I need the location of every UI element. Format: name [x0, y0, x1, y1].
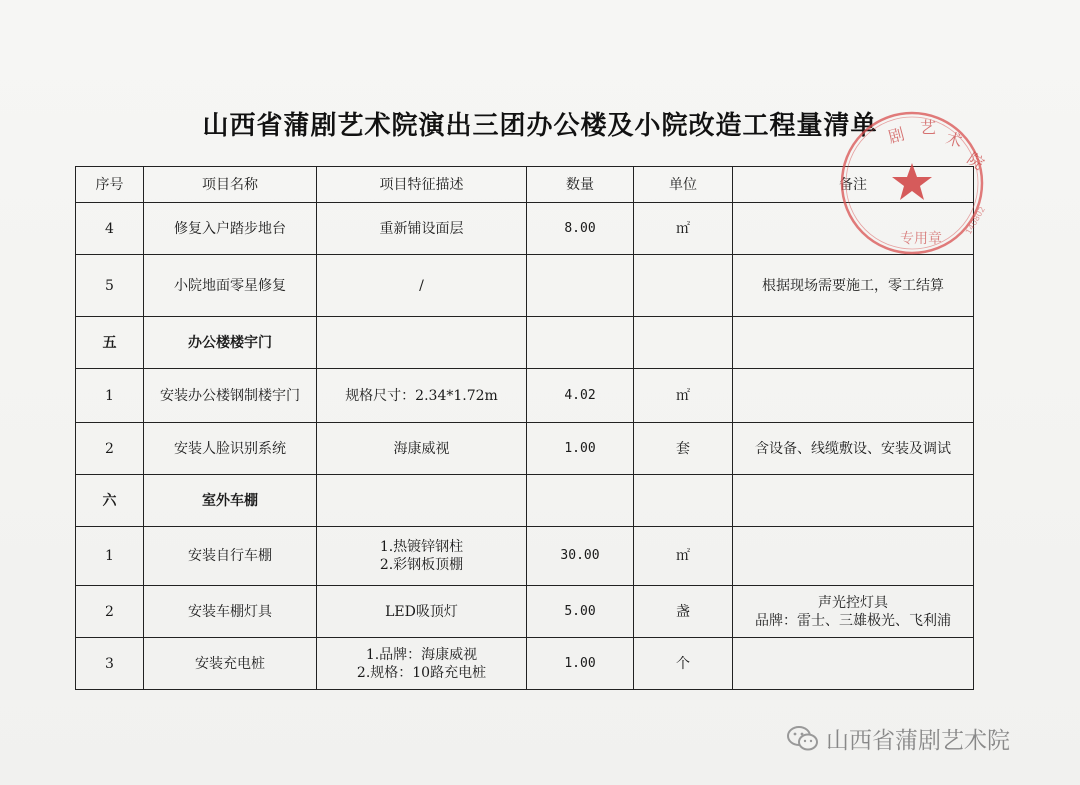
- cell-name: 安装人脸识别系统: [144, 423, 317, 475]
- header-qty: 数量: [527, 167, 634, 203]
- table-row: [76, 255, 974, 317]
- cell-remark: [733, 369, 974, 423]
- cell-unit: 个: [634, 638, 733, 690]
- header-seq: 序号: [76, 167, 144, 203]
- table-row: [76, 586, 974, 638]
- cell-remark: [733, 475, 974, 527]
- cell-qty: [527, 317, 634, 369]
- section-row: [76, 317, 974, 369]
- desc-line: 1.热镀锌钢柱: [379, 539, 464, 555]
- cell-remark: [733, 586, 974, 638]
- cell-seq: 六: [76, 475, 144, 527]
- desc-line: /: [419, 277, 424, 294]
- cell-remark: [733, 317, 974, 369]
- seal-char-1: 剧: [886, 124, 907, 147]
- seal-bottom-text: 专用章: [900, 231, 942, 247]
- cell-name: 修复入户踏步地台: [144, 203, 317, 255]
- remark-line: 品牌：雷士、三雄极光、飞利浦: [755, 612, 951, 629]
- desc-line: 2.彩钢板顶棚: [379, 557, 464, 573]
- cell-unit: 盏: [634, 586, 733, 638]
- footer-account-name: 山西省蒲剧艺术院: [826, 728, 1010, 754]
- cell-name: 安装车棚灯具: [144, 586, 317, 638]
- desc-line: LED吸顶灯: [385, 603, 458, 620]
- remark-line: 含设备、线缆敷设、安装及调试: [755, 440, 951, 457]
- cell-qty: [527, 475, 634, 527]
- header-name: 项目名称: [144, 167, 317, 203]
- cell-name: 安装自行车棚: [144, 527, 317, 586]
- wechat-icon: [786, 724, 820, 754]
- seal-char-2: 艺: [920, 118, 937, 137]
- cell-desc: [317, 638, 527, 690]
- cell-name: 办公楼楼宇门: [144, 317, 317, 369]
- cell-desc: [317, 255, 527, 317]
- seal-char-3: 术: [943, 128, 965, 152]
- bill-of-quantities-table: [75, 166, 974, 690]
- table-body: [76, 203, 974, 690]
- cell-seq: 2: [76, 586, 144, 638]
- cell-seq: 五: [76, 317, 144, 369]
- cell-unit: [634, 475, 733, 527]
- footer-watermark: [786, 722, 1010, 755]
- cell-desc: [317, 317, 527, 369]
- cell-qty: 5.00: [527, 586, 634, 638]
- cell-remark: [733, 527, 974, 586]
- desc-line: 规格尺寸：2.34*1.72m: [345, 387, 498, 404]
- header-desc: 项目特征描述: [317, 167, 527, 203]
- cell-desc: [317, 423, 527, 475]
- cell-desc: [317, 475, 527, 527]
- table-row: [76, 203, 974, 255]
- cell-qty: 30.00: [527, 527, 634, 586]
- cell-name: 安装办公楼钢制楼宇门: [144, 369, 317, 423]
- header-unit: 单位: [634, 167, 733, 203]
- cell-unit: [634, 317, 733, 369]
- cell-name: 小院地面零星修复: [144, 255, 317, 317]
- table-row: [76, 423, 974, 475]
- header-remark: 备注: [733, 167, 974, 203]
- remark-line: 声光控灯具: [818, 594, 888, 611]
- cell-qty: 1.00: [527, 423, 634, 475]
- cell-seq: 2: [76, 423, 144, 475]
- cell-remark: [733, 255, 974, 317]
- table-row: [76, 369, 974, 423]
- cell-name: 室外车棚: [144, 475, 317, 527]
- cell-unit: ㎡: [634, 527, 733, 586]
- cell-desc: [317, 203, 527, 255]
- document-title: 山西省蒲剧艺术院演出三团办公楼及小院改造工程量清单: [202, 111, 878, 141]
- seal-number: 140802: [963, 205, 988, 236]
- cell-qty: 8.00: [527, 203, 634, 255]
- desc-line: 海康威视: [393, 440, 450, 457]
- cell-unit: ㎡: [634, 369, 733, 423]
- cell-qty: [527, 255, 634, 317]
- cell-remark: [733, 203, 974, 255]
- section-row: [76, 475, 974, 527]
- cell-unit: 套: [634, 423, 733, 475]
- table-header-row: [76, 167, 974, 203]
- cell-seq: 1: [76, 369, 144, 423]
- table-row: [76, 638, 974, 690]
- cell-qty: 1.00: [527, 638, 634, 690]
- cell-remark: [733, 638, 974, 690]
- cell-remark: [733, 423, 974, 475]
- cell-unit: ㎡: [634, 203, 733, 255]
- table-row: [76, 527, 974, 586]
- cell-desc: [317, 586, 527, 638]
- desc-line: 1.品牌：海康威视: [365, 646, 478, 663]
- cell-desc: [317, 527, 527, 586]
- desc-line: 重新铺设面层: [379, 220, 464, 237]
- cell-name: 安装充电桩: [144, 638, 317, 690]
- cell-seq: 4: [76, 203, 144, 255]
- desc-line: 2.规格：10路充电桩: [356, 664, 487, 681]
- cell-qty: 4.02: [527, 369, 634, 423]
- seal-char-4: 院: [963, 148, 988, 174]
- remark-line: 根据现场需要施工，零工结算: [762, 277, 944, 294]
- cell-seq: 1: [76, 527, 144, 586]
- cell-unit: [634, 255, 733, 317]
- cell-desc: [317, 369, 527, 423]
- cell-seq: 5: [76, 255, 144, 317]
- cell-seq: 3: [76, 638, 144, 690]
